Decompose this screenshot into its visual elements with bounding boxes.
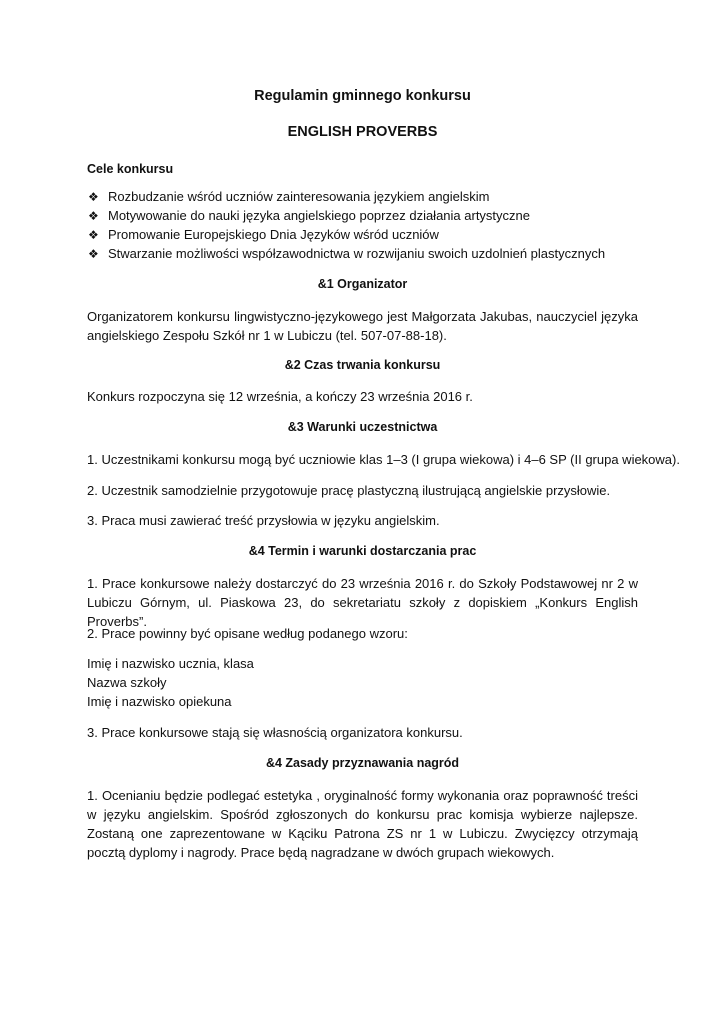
section-2-heading: &2 Czas trwania konkursu: [284, 358, 441, 372]
section-5-heading: &4 Zasady przyznawania nagród: [265, 756, 460, 770]
document-subtitle: ENGLISH PROVERBS: [287, 124, 438, 140]
section-2-text: Konkurs rozpoczyna się 12 września, a kończy 23 września 2016 r.: [87, 389, 473, 404]
goal-item: Rozbudzanie wśród uczniów zainteresowania językiem angielskim: [108, 189, 490, 204]
section-3-heading: &3 Warunki uczestnictwa: [287, 420, 438, 434]
goal-item: Stwarzanie możliwości współzawodnictwa w rozwijaniu swoich uzdolnień plastycznych: [108, 246, 606, 261]
bullet-icon: ❖: [88, 228, 99, 242]
section-3-paragraph-3: 3. Praca musi zawierać treść przysłowia w języku angielskim.: [87, 513, 440, 528]
section-3-paragraph-1: 1. Uczestnikami konkursu mogą być uczniowie klas 1–3 (I grupa wiekowa) i 4–6 SP (II grupa wiekowa).: [87, 452, 680, 467]
bullet-icon: ❖: [88, 247, 99, 261]
section-4-paragraph-2: 2. Prace powinny być opisane według podanego wzoru:: [87, 626, 408, 641]
section-5-text: 1. Ocenianiu będzie podlegać estetyka , oryginalność formy wykonania oraz poprawność treści w języku angielskim. Spośród zgłoszonych do konkursu prac komisja wybierze najlepsze. Zostaną one zaprezentowane w Kąciku Patrona ZS nr 1 w Lubiczu. Zwycięzcy otrzymają pocztą dyplomy i nagrody. Prace będą nagradzane w dwóch grupach wiekowych.: [87, 788, 638, 860]
section-1-heading: &1 Organizator: [317, 277, 408, 291]
goal-item: Motywowanie do nauki języka angielskiego poprzez działania artystyczne: [108, 208, 531, 223]
goal-item: Promowanie Europejskiego Dnia Języków wśród uczniów: [108, 227, 439, 242]
section-4-heading: &4 Termin i warunki dostarczania prac: [248, 544, 477, 558]
goals-heading: Cele konkursu: [87, 162, 174, 176]
pattern-line: Imię i nazwisko ucznia, klasa: [87, 656, 254, 671]
bullet-icon: ❖: [88, 209, 99, 223]
pattern-line: Nazwa szkoły: [87, 675, 167, 690]
document-title: Regulamin gminnego konkursu: [254, 88, 471, 104]
section-4-paragraph-3: 3. Prace konkursowe stają się własnością organizatora konkursu.: [87, 725, 463, 740]
section-4-paragraph-1: 1. Prace konkursowe należy dostarczyć do 23 września 2016 r. do Szkoły Podstawowej nr 2 w Lubiczu Górnym, ul. Piaskowa 23, do sekretariatu szkoły z dopiskiem „Konkurs English Proverbs”.: [87, 576, 638, 629]
bullet-icon: ❖: [88, 190, 99, 204]
pattern-line: Imię i nazwisko opiekuna: [87, 694, 232, 709]
section-3-paragraph-2: 2. Uczestnik samodzielnie przygotowuje pracę plastyczną ilustrującą angielskie przysłowie.: [87, 483, 611, 498]
section-1-text: Organizatorem konkursu lingwistyczno-językowego jest Małgorzata Jakubas, nauczyciel języka angielskiego Zespołu Szkół nr 1 w Lubiczu (tel. 507-07-88-18).: [87, 309, 638, 343]
